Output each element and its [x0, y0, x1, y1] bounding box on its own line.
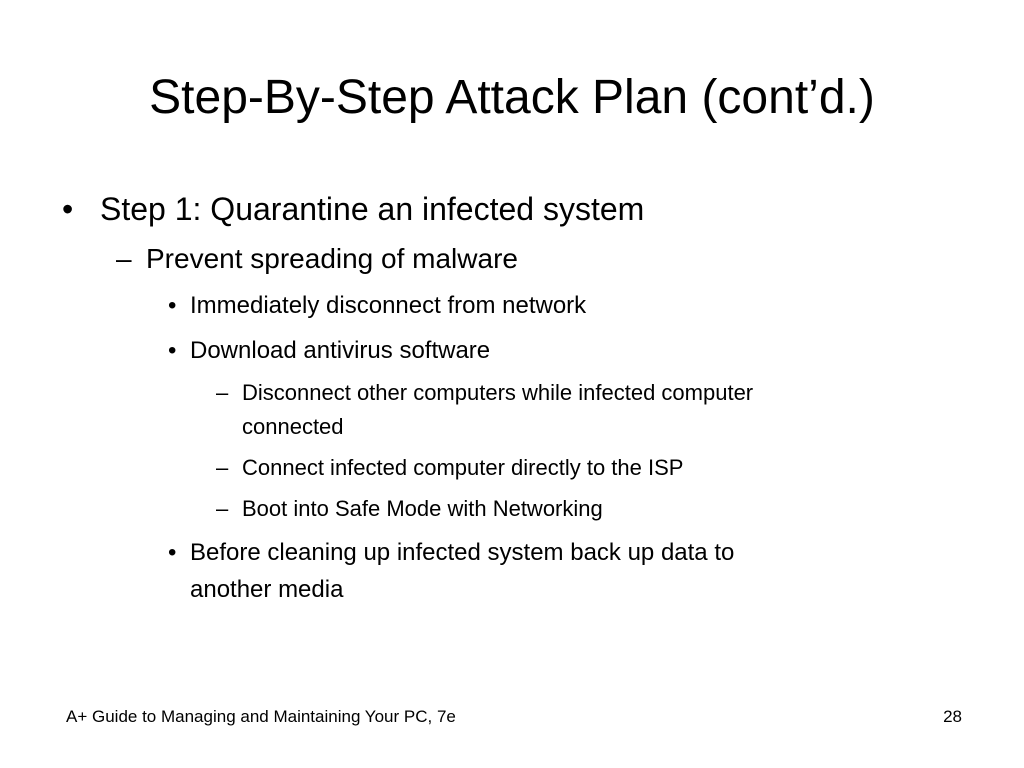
bullet-backup-line-1: Before cleaning up infected system back up data to: [190, 539, 735, 566]
footer-book-title: A+ Guide to Managing and Maintaining Your PC, 7e: [66, 707, 456, 726]
bullet-safe-mode: Boot into Safe Mode with Networking: [242, 496, 603, 521]
bullet-step-1: Step 1: Quarantine an infected system: [100, 191, 645, 227]
bullet-marker: •: [168, 539, 177, 566]
bullet-disconnect-others-line-2: connected: [242, 414, 344, 439]
footer-page-number: 28: [943, 707, 962, 726]
bullet-disconnect-others-line-1: Disconnect other computers while infected computer: [242, 380, 754, 405]
bullet-download-antivirus: Download antivirus software: [190, 337, 491, 364]
dash-marker: –: [216, 496, 229, 521]
bullet-disconnect-network: Immediately disconnect from network: [190, 292, 587, 319]
dash-marker: –: [216, 455, 229, 480]
bullet-marker: •: [168, 337, 177, 364]
bullet-connect-isp: Connect infected computer directly to the ISP: [242, 455, 684, 480]
bullet-backup-line-2: another media: [190, 576, 344, 603]
bullet-prevent-spreading: Prevent spreading of malware: [146, 243, 518, 274]
bullet-marker: •: [168, 292, 177, 319]
dash-marker: –: [116, 243, 132, 274]
bullet-marker: •: [62, 191, 74, 227]
slide-title: Step-By-Step Attack Plan (cont’d.): [149, 71, 875, 124]
dash-marker: –: [216, 380, 229, 405]
